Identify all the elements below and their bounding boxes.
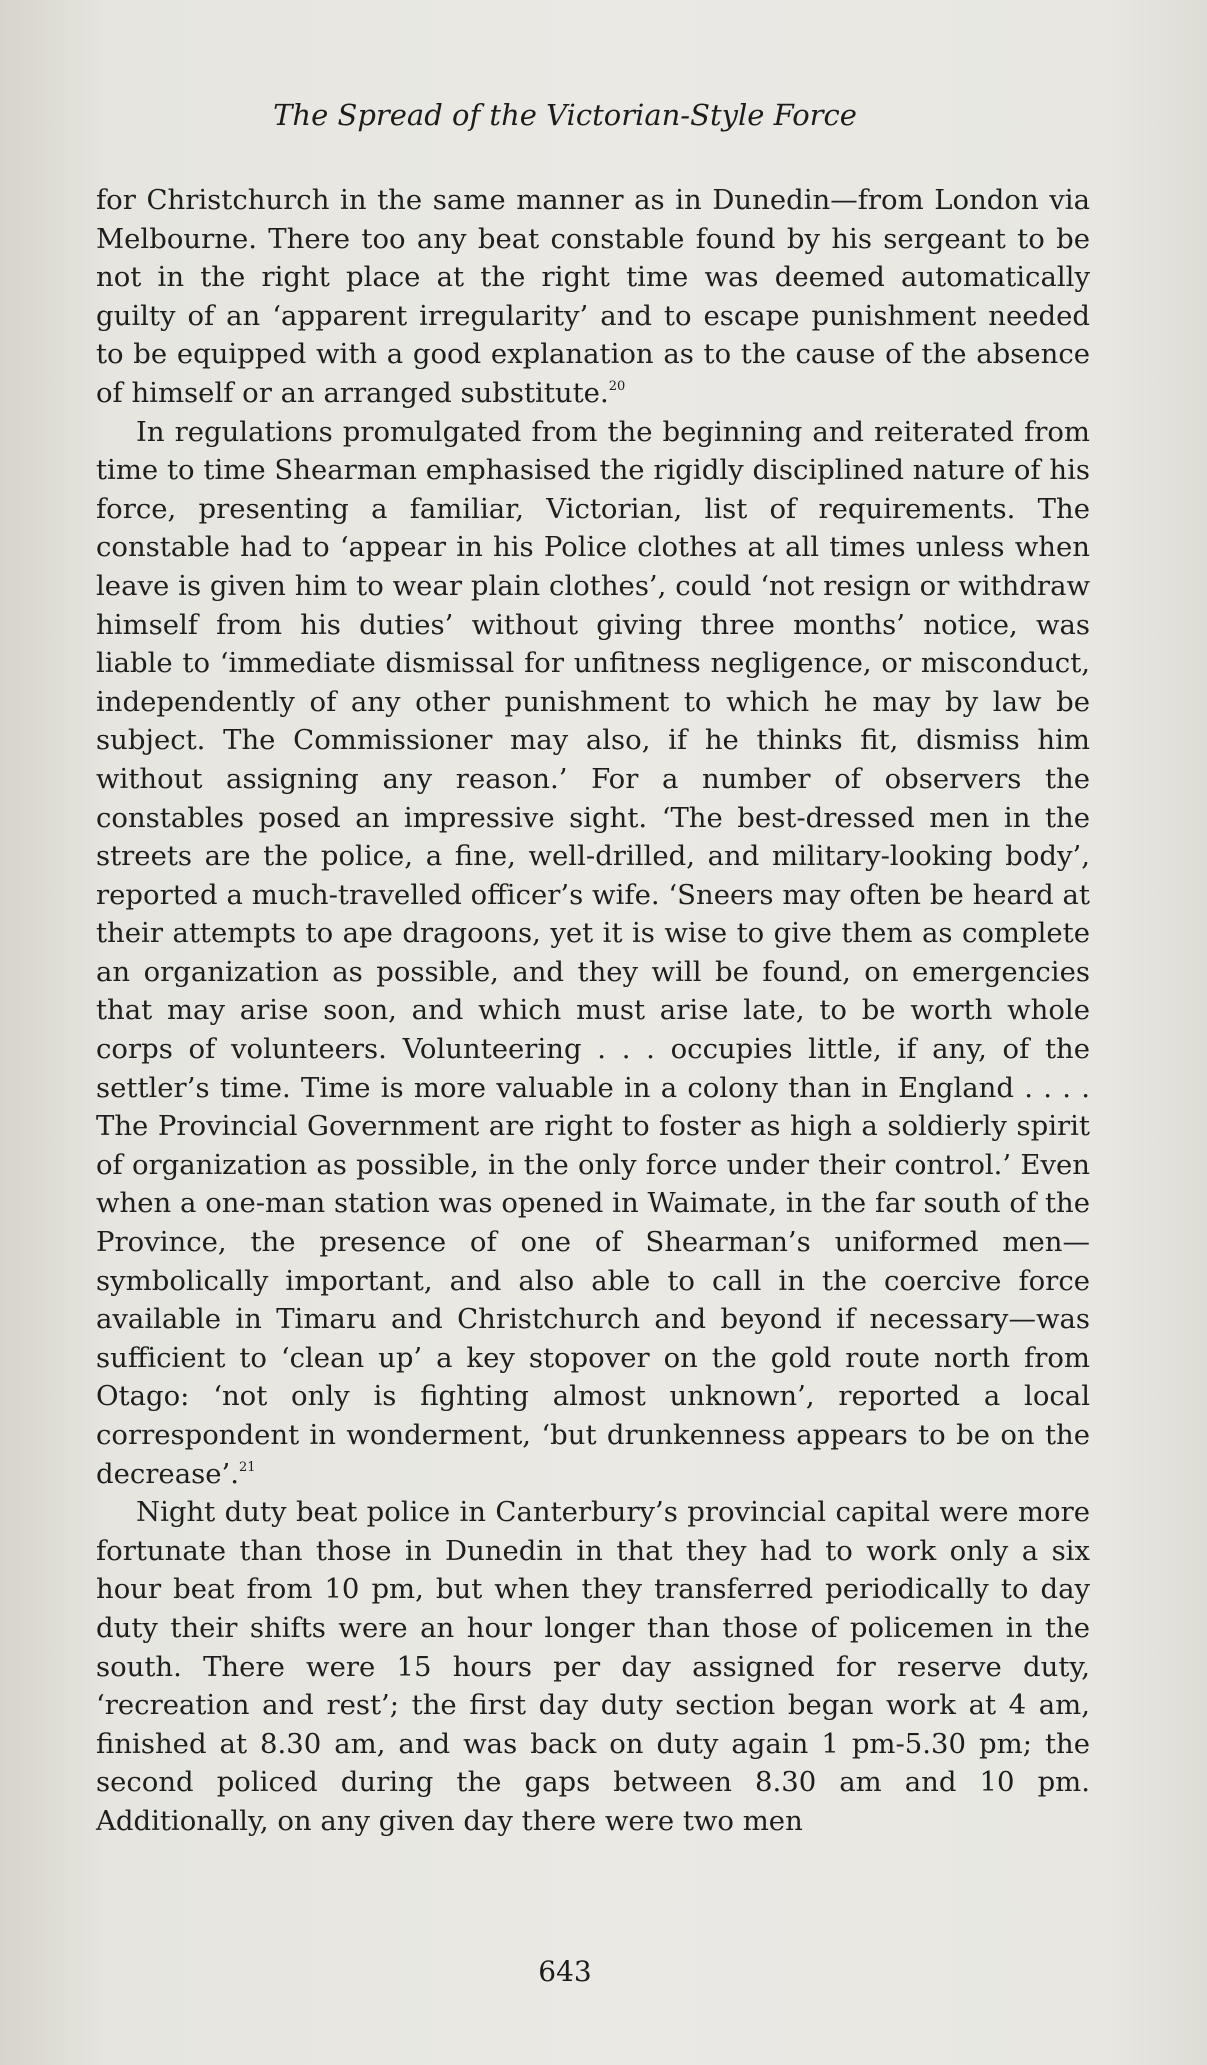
footnote-marker-20: 20: [608, 378, 626, 394]
paragraph-3-text: Night duty beat police in Canterbury’s provincial capital were more fortunate than those in Dunedin in that they had to work only a six hour beat from 10 pm, but when they transferred periodically to day duty their shifts were an hour longer than those of policemen in the south. There were 15 hours per day assigned for reserve duty, ‘recreation and rest’; the first day duty section began work at 4 am, finished at 8.30 am, and was back on duty again 1 pm-5.30 pm; the second policed during the gaps between 8.30 am and 10 pm. Additionally, on any given day there were two men: [96, 1496, 1090, 1837]
paragraph-1-text: for Christchurch in the same manner as in Dunedin—from London via Melbourne. There too any beat constable found by his sergeant to be not in the right place at the right time was deemed automatically guilty of an ‘apparent irregularity’ and to escape punishment needed to be equipped with a good explanation as to the cause of the absence of himself or an arranged substitute.: [96, 184, 1090, 409]
paragraph-1: [96, 181, 1090, 413]
paragraph-3: [96, 1493, 1090, 1840]
body-text: [96, 181, 1090, 1841]
footnote-marker-21: 21: [238, 1459, 256, 1475]
paragraph-2: [96, 413, 1090, 1494]
page-number: 643: [538, 1955, 592, 1988]
running-head: The Spread of the Victorian-Style Force: [273, 98, 857, 132]
paragraph-2-text: In regulations promulgated from the beginning and reiterated from time to time Shearman emphasised the rigidly disciplined nature of his force, presenting a familiar, Victorian, list of requirements. The constable had to ‘appear in his Police clothes at all times unless when leave is given him to wear plain clothes’, could ‘not resign or withdraw himself from his duties’ without giving three months’ notice, was liable to ‘immediate dismissal for unfitness negligence, or misconduct, independently of any other punishment to which he may by law be subject. The Commissioner may also, if he thinks fit, dismiss him without assigning any reason.’ For a number of observers the constables posed an impressive sight. ‘The best-dressed men in the streets are the police, a fine, well-drilled, and military-looking body’, reported a much-travelled officer’s wife. ‘Sneers may often be heard at their attempts to ape dragoons, yet it is wise to give them as complete an organization as possible, and they will be found, on emergencies that may arise soon, and which must arise late, to be worth whole corps of volunteers. Volunteering . . . occupies little, if any, of the settler’s time. Time is more valuable in a colony than in England . . . . The Provincial Government are right to foster as high a soldierly spirit of organization as possible, in the only force under their control.’ Even when a one-man station was opened in Waimate, in the far south of the Province, the presence of one of Shearman’s uniformed men—symbolically important, and also able to call in the coercive force available in Timaru and Christchurch and beyond if necessary—was sufficient to ‘clean up’ a key stopover on the gold route north from Otago: ‘not only is fighting almost unknown’, reported a local correspondent in wonderment, ‘but drunkenness appears to be on the decrease’.: [96, 415, 1090, 1490]
